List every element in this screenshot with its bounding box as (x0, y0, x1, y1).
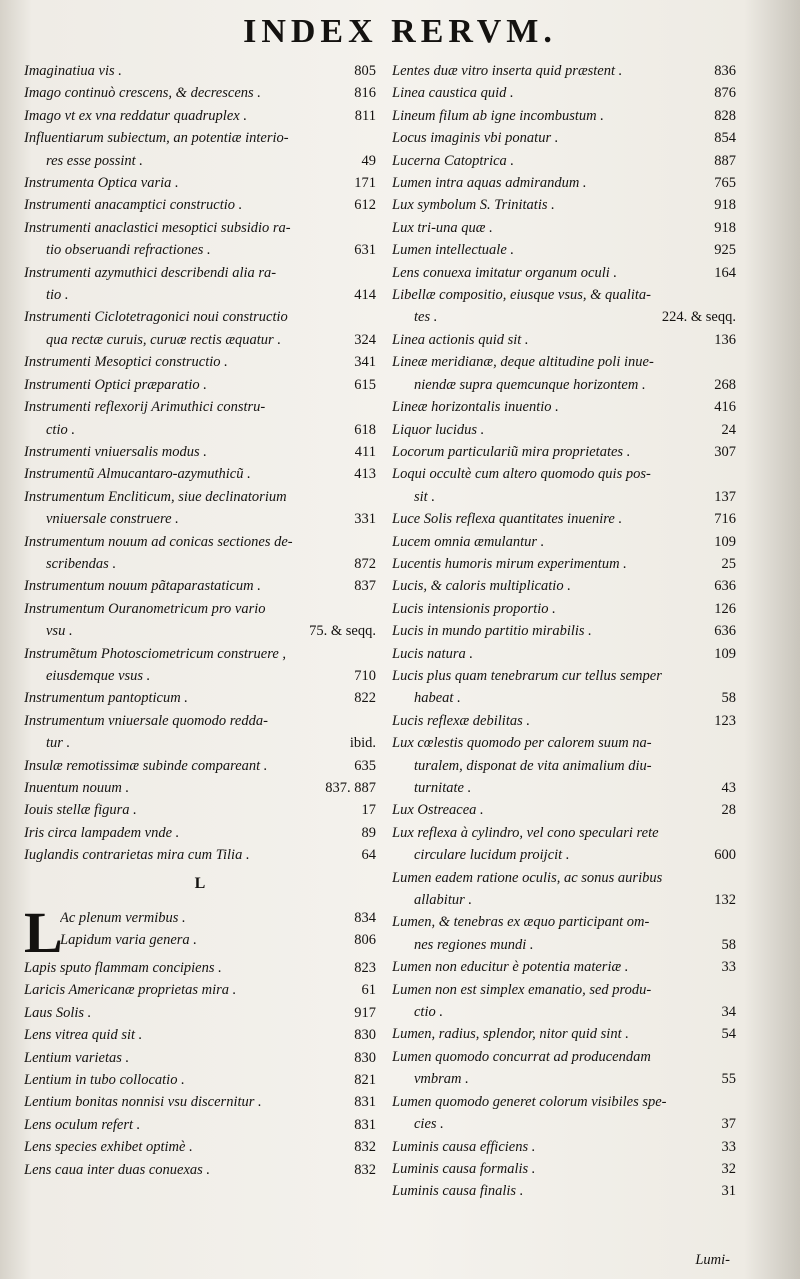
entry-text: habeat . (414, 690, 461, 707)
entry-text: ctio . (46, 421, 75, 438)
index-entry (392, 1068, 736, 1090)
entry-text: Lumen quomodo concurrat ad producendam (392, 1048, 651, 1065)
entry-text: Lentium in tubo collocatio . (24, 1072, 185, 1089)
index-entry (392, 105, 736, 127)
l-opening-entries (60, 907, 376, 952)
entry-page: ibid. (349, 735, 376, 752)
index-entry (24, 396, 376, 418)
index-entry (392, 396, 736, 418)
entry-text: Lucis intensionis proportio . (392, 600, 556, 617)
entry-text: turnitate . (414, 780, 472, 796)
entry-text: tes . (414, 309, 438, 326)
index-entry (392, 799, 736, 821)
entry-text: Lentium bonitas nonnisi vsu discernitur . (24, 1094, 262, 1111)
entry-page: 268 (714, 376, 736, 393)
left-column-i-entries (24, 60, 376, 867)
entry-page: 28 (721, 802, 736, 819)
index-entry (392, 844, 736, 866)
entry-text: Lumen intellectuale . (392, 242, 515, 259)
entry-text: ctio . (414, 1004, 443, 1021)
index-entry (392, 911, 736, 933)
entry-text: Instrumentum vniuersale quomodo redda- (24, 712, 268, 729)
index-entry (392, 1023, 736, 1045)
right-column-entries (392, 60, 736, 1203)
catchword: Lumi- (695, 1252, 730, 1268)
index-entry (24, 732, 376, 754)
entry-page: 341 (354, 354, 376, 371)
index-entry (392, 956, 736, 978)
entry-text: Luminis causa efficiens . (392, 1138, 536, 1155)
entry-text: Lux Ostreacea . (392, 802, 484, 819)
right-column (392, 60, 736, 1203)
index-entry (24, 239, 376, 261)
entry-text: Lentium varietas . (24, 1049, 130, 1066)
entry-page: 716 (714, 511, 736, 528)
index-entry (392, 127, 736, 149)
entry-page: 631 (354, 242, 376, 259)
entry-page: 164 (714, 264, 736, 281)
index-entry (392, 329, 736, 351)
entry-page: 126 (714, 600, 736, 617)
entry-text: Lens caua inter duas conuexas . (24, 1161, 211, 1178)
entry-text: Instrumentum pantopticum . (24, 690, 188, 707)
entry-text: eiusdemque vsus . (46, 667, 151, 684)
entry-page: 109 (714, 533, 736, 550)
entry-text: Liquor lucidus . (392, 421, 485, 438)
entry-text: circulare lucidum proijcit . (414, 847, 570, 864)
entry-text: Laricis Americanæ proprietas mira . (24, 982, 237, 999)
index-entry (392, 822, 736, 844)
index-entry (392, 598, 736, 620)
entry-text: vsu . (46, 623, 73, 640)
entry-page: 872 (354, 555, 376, 572)
entry-text: Imaginatiua vis . (24, 63, 122, 79)
entry-text: Lux tri-una quæ . (392, 219, 493, 236)
entry-text: Lentes duæ vitro inserta quid præstent . (392, 63, 623, 79)
index-entry (392, 1113, 736, 1135)
index-entry (24, 329, 376, 351)
entry-text: Lumen non est simplex emanatio, sed produ- (392, 981, 652, 998)
entry-text: Instrumenti Ciclotetragonici noui constructio (24, 309, 288, 326)
entry-text: Lux cœlestis quomodo per calorem suum na- (392, 735, 652, 752)
entry-text: Iuglandis contrarietas mira cum Tilia . (24, 847, 250, 864)
entry-page: 831 (354, 1094, 376, 1111)
index-entry (24, 419, 376, 441)
entry-text: Instrumenti azymuthici describendi alia ra- (24, 264, 277, 281)
entry-text: sit . (414, 488, 435, 505)
entry-text: cies . (414, 1116, 444, 1133)
index-entry (24, 1024, 376, 1046)
entry-page: 132 (714, 892, 736, 909)
entry-text: Lens vitrea quid sit . (24, 1027, 143, 1044)
entry-page: 615 (354, 376, 376, 393)
index-entry (24, 1159, 376, 1181)
drop-cap-initial: L (24, 900, 63, 966)
entry-text: allabitur . (414, 892, 473, 909)
entry-text: Instrumentum nouum pãtaparastaticum . (24, 578, 261, 595)
entry-page: 618 (354, 421, 376, 438)
index-entry (24, 374, 376, 396)
entry-page: 24 (721, 421, 736, 438)
entry-text: Insulæ remotissimæ subinde compareant . (24, 757, 268, 774)
entry-text: Iris circa lampadem vnde . (24, 824, 180, 841)
entry-text: Lux reflexa à cylindro, vel cono speculari rete (392, 824, 659, 841)
entry-text: Lumen, radius, splendor, nitor quid sint . (392, 1026, 629, 1043)
entry-page: 17 (361, 802, 376, 819)
entry-page: 37 (721, 1116, 736, 1133)
entry-text: Imago continuò crescens, & decrescens . (24, 85, 261, 102)
index-entry (24, 665, 376, 687)
index-entry (392, 82, 736, 104)
entry-page: 834 (354, 910, 376, 927)
entry-text: Instrumentum Encliticum, siue declinatorium (24, 488, 287, 505)
entry-text: Lumen intra aquas admirandum . (392, 175, 587, 192)
index-entry (24, 1136, 376, 1158)
index-entry (24, 643, 376, 665)
index-entry (24, 1069, 376, 1091)
entry-text: tur . (46, 735, 71, 752)
entry-text: Luminis causa formalis . (392, 1160, 536, 1177)
entry-text: Luminis causa finalis . (392, 1183, 524, 1200)
index-entry (392, 1091, 736, 1113)
index-entry (392, 620, 736, 642)
index-entry (392, 889, 736, 911)
entry-page: 49 (361, 152, 376, 169)
section-letter-l: L (194, 874, 206, 892)
entry-text: vniuersale construere . (46, 511, 179, 528)
entry-text: Lucis natura . (392, 645, 473, 662)
entry-page: 765 (714, 175, 736, 192)
index-entry (392, 486, 736, 508)
entry-page: 61 (361, 982, 376, 999)
index-entry (392, 732, 736, 754)
entry-text: Ac plenum vermibus . (60, 910, 186, 927)
index-entry (392, 1158, 736, 1180)
page-header: INDEX RERVM. (243, 13, 557, 50)
entry-page: 331 (354, 511, 376, 528)
entry-text: Lapis sputo flammam concipiens . (24, 960, 222, 977)
entry-page: 34 (721, 1004, 736, 1021)
index-entry (24, 351, 376, 373)
entry-text: qua rectæ curuis, curuæ rectis æquatur . (46, 331, 281, 348)
entry-text: Instrumenti Optici præparatio . (24, 376, 207, 393)
index-entry (392, 60, 736, 82)
entry-text: Luce Solis reflexa quantitates inuenire . (392, 511, 623, 528)
entry-text: Linea caustica quid . (392, 85, 514, 102)
entry-text: Instrumenti anaclastici mesoptici subsidio ra- (24, 219, 291, 236)
entry-page: 55 (721, 1071, 736, 1088)
index-entry (24, 284, 376, 306)
index-entry (24, 463, 376, 485)
entry-text: niendæ supra quemcunque horizontem . (414, 376, 646, 393)
entry-page: 635 (354, 757, 376, 774)
entry-text: Lucis, & caloris multiplicatio . (392, 578, 571, 595)
index-entry (24, 60, 376, 82)
index-entry (24, 82, 376, 104)
entry-text: Locus imaginis vbi ponatur . (392, 130, 559, 147)
entry-page: 636 (714, 623, 736, 640)
index-entry (24, 1091, 376, 1113)
entry-page: 918 (714, 219, 736, 236)
entry-text: scribendas . (46, 555, 117, 572)
index-entry (392, 643, 736, 665)
entry-page: 811 (354, 107, 376, 124)
entry-page: 324 (354, 331, 376, 348)
index-entry (392, 262, 736, 284)
entry-text: Instrumẽtum Photosciometricum construere , (24, 645, 287, 662)
index-entry (392, 755, 736, 777)
entry-page: 636 (714, 578, 736, 595)
entry-text: Lineæ meridianæ, deque altitudine poli inue- (392, 354, 654, 371)
index-entry (24, 957, 376, 979)
entry-text: tio . (46, 287, 69, 304)
index-entry (24, 531, 376, 553)
index-entry (392, 374, 736, 396)
index-entry (392, 217, 736, 239)
entry-text: Lucem omnia æmulantur . (392, 533, 545, 550)
index-entry (392, 351, 736, 373)
index-entry (24, 262, 376, 284)
entry-page: 836 (714, 63, 736, 79)
left-column-l-entries (24, 957, 376, 1181)
index-entry (392, 531, 736, 553)
index-entry (24, 150, 376, 172)
entry-page: 33 (721, 1138, 736, 1155)
index-entry (392, 1046, 736, 1068)
entry-page: 876 (714, 85, 736, 102)
entry-page: 612 (354, 197, 376, 214)
entry-text: Lumen quomodo generet colorum visibiles spe- (392, 1093, 667, 1110)
index-entry (24, 508, 376, 530)
entry-text: Instrumenti reflexorij Arimuthici constru- (24, 399, 266, 416)
index-entry (24, 1114, 376, 1136)
entry-page: 854 (714, 130, 736, 147)
entry-text: Imago vt ex vna reddatur quadruplex . (24, 107, 247, 124)
index-entry (24, 172, 376, 194)
entry-page: 416 (714, 399, 736, 416)
entry-page: 887 (714, 152, 736, 169)
entry-page: 25 (721, 555, 736, 572)
index-entry (392, 1136, 736, 1158)
index-entry (24, 844, 376, 866)
index-entry (24, 710, 376, 732)
entry-page: 137 (714, 488, 736, 505)
entry-text: Lens conuexa imitatur organum oculi . (392, 264, 617, 281)
entry-page: 832 (354, 1161, 376, 1178)
entry-page: 806 (354, 932, 376, 949)
entry-text: Lumen, & tenebras ex æquo participant om- (392, 914, 650, 931)
entry-page: 58 (721, 936, 736, 953)
index-entry (392, 150, 736, 172)
entry-page: 710 (354, 667, 376, 684)
entry-text: Inuentum nouum . (24, 780, 130, 796)
entry-text: Instrumentum nouum ad conicas sectiones de- (24, 533, 293, 550)
entry-page: 224. & seqq. (661, 309, 736, 326)
entry-page: 89 (361, 824, 376, 841)
entry-text: vmbram . (414, 1071, 469, 1088)
entry-text: Lucis in mundo partitio mirabilis . (392, 623, 592, 640)
entry-page: 136 (714, 331, 736, 348)
entry-text: Libellæ compositio, eiusque vsus, & qualita- (392, 287, 651, 304)
index-entry (24, 1047, 376, 1069)
entry-text: Laus Solis . (24, 1004, 92, 1021)
entry-text: Lux symbolum S. Trinitatis . (392, 197, 555, 214)
entry-text: Linea actionis quid sit . (392, 331, 529, 348)
index-entry (24, 194, 376, 216)
index-entry (24, 553, 376, 575)
entry-page: 307 (714, 443, 736, 460)
entry-text: Instrumenti anacamptici constructio . (24, 197, 243, 214)
entry-page: 816 (354, 85, 376, 102)
entry-text: nes regiones mundi . (414, 936, 534, 953)
index-entry (24, 217, 376, 239)
entry-page: 821 (354, 1072, 376, 1089)
entry-page: 413 (354, 466, 376, 483)
index-entry (24, 620, 376, 642)
entry-page: 917 (354, 1004, 376, 1021)
index-entry (24, 979, 376, 1001)
entry-text: Lens oculum refert . (24, 1116, 141, 1133)
index-entry (24, 486, 376, 508)
left-column (24, 60, 376, 1181)
index-entry (60, 907, 376, 929)
index-entry (392, 553, 736, 575)
index-entry (392, 687, 736, 709)
index-entry (392, 508, 736, 530)
index-entry (392, 665, 736, 687)
index-entry (24, 441, 376, 463)
index-entry (24, 822, 376, 844)
entry-page: 109 (714, 645, 736, 662)
entry-page: 925 (714, 242, 736, 259)
index-entry (392, 710, 736, 732)
entry-page: 830 (354, 1049, 376, 1066)
entry-page: 414 (354, 287, 376, 304)
entry-page: 411 (354, 443, 376, 460)
entry-text: res esse possint . (46, 152, 143, 169)
index-entry (392, 172, 736, 194)
index-entry (24, 575, 376, 597)
index-entry (392, 777, 736, 799)
entry-text: Instrumenta Optica varia . (24, 175, 179, 192)
index-entry (392, 934, 736, 956)
index-entry (392, 979, 736, 1001)
entry-text: Lucerna Catoptrica . (392, 152, 515, 169)
entry-text: Instrumenti Mesoptici constructio . (24, 354, 228, 371)
entry-text: Instrumentum Ouranometricum pro vario (24, 600, 266, 617)
index-entry (24, 799, 376, 821)
entry-text: turalem, disponat de vita animalium diu- (414, 757, 652, 774)
index-entry (392, 867, 736, 889)
index-entry (24, 598, 376, 620)
entry-text: Lapidum varia genera . (60, 932, 197, 949)
index-entry (392, 441, 736, 463)
entry-page: 58 (721, 690, 736, 707)
entry-page: 123 (714, 712, 736, 729)
entry-text: Loqui occultè cum altero quomodo quis pos- (392, 466, 651, 483)
index-entry (24, 1002, 376, 1024)
index-entry (24, 105, 376, 127)
entry-page: 830 (354, 1027, 376, 1044)
entry-page: 831 (354, 1116, 376, 1133)
entry-text: Lens species exhibet optimè . (24, 1139, 193, 1156)
index-entry (392, 1001, 736, 1023)
entry-page: 600 (714, 847, 736, 864)
entry-text: Lucis reflexæ debilitas . (392, 712, 531, 729)
index-entry (392, 194, 736, 216)
entry-page: 75. & seqq. (309, 623, 376, 640)
index-entry (392, 575, 736, 597)
entry-text: Lucentis humoris mirum experimentum . (392, 555, 627, 572)
index-entry (392, 419, 736, 441)
entry-page: 171 (354, 175, 376, 192)
entry-page: 822 (354, 690, 376, 707)
entry-page: 64 (361, 847, 376, 864)
entry-page: 31 (721, 1183, 736, 1200)
entry-text: tio obseruandi refractiones . (46, 242, 211, 259)
entry-page: 837. 887 (325, 780, 376, 796)
entry-page: 43 (721, 780, 736, 796)
entry-page: 33 (721, 959, 736, 976)
index-entry (24, 687, 376, 709)
index-entry (392, 1180, 736, 1202)
entry-text: Lineum filum ab igne incombustum . (392, 107, 604, 124)
entry-page: 918 (714, 197, 736, 214)
entry-page: 832 (354, 1139, 376, 1156)
entry-text: Lumen eadem ratione oculis, ac sonus auribus (392, 869, 663, 886)
index-entry (392, 284, 736, 306)
index-entry (24, 777, 376, 799)
entry-text: Influentiarum subiectum, an potentiæ interio- (24, 130, 289, 147)
entry-page: 805 (354, 63, 376, 79)
index-entry (60, 929, 376, 951)
entry-page: 837 (354, 578, 376, 595)
entry-text: Locorum particulariũ mira proprietates . (392, 443, 631, 460)
index-entry (24, 306, 376, 328)
entry-page: 823 (354, 960, 376, 977)
entry-text: Lucis plus quam tenebrarum cur tellus semper (392, 667, 662, 684)
entry-page: 54 (721, 1026, 736, 1043)
index-entry (24, 755, 376, 777)
entry-text: Iouis stellæ figura . (24, 802, 137, 819)
index-entry (392, 463, 736, 485)
index-entry (392, 306, 736, 328)
l-section-opening (24, 900, 376, 966)
entry-text: Lineæ horizontalis inuentio . (392, 399, 559, 416)
entry-page: 32 (721, 1160, 736, 1177)
entry-text: Instrumenti vniuersalis modus . (24, 443, 207, 460)
index-entry (24, 127, 376, 149)
entry-text: Instrumentũ Almucantaro-azymuthicũ . (24, 466, 251, 483)
index-entry (392, 239, 736, 261)
entry-text: Lumen non educitur è potentia materiæ . (392, 959, 629, 976)
entry-page: 828 (714, 107, 736, 124)
